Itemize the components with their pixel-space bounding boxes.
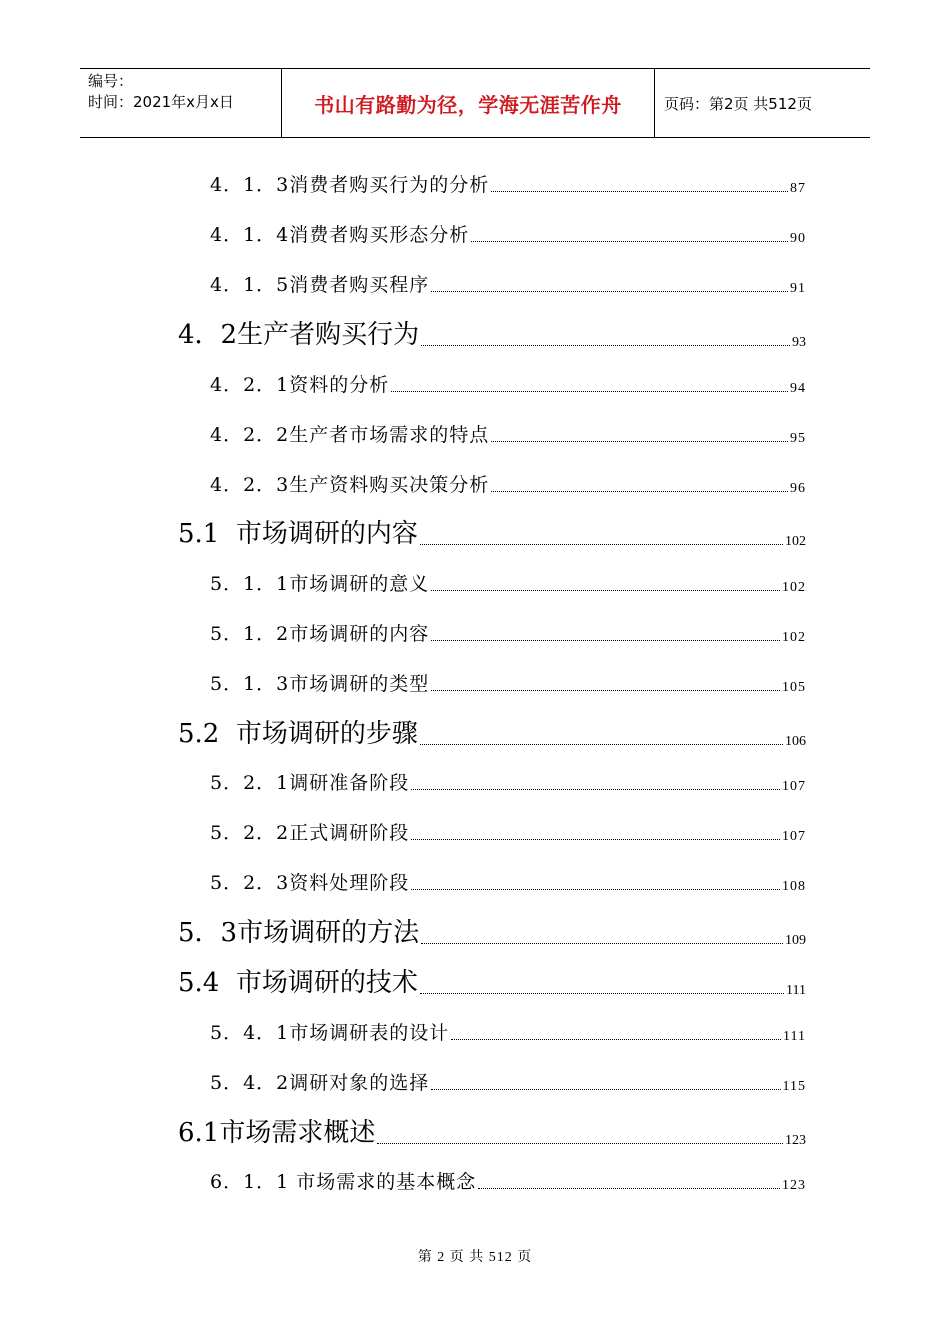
toc-entry-page: 123 (782, 1178, 806, 1193)
toc-entry-page: 93 (792, 335, 806, 350)
toc-entry-title: 5.2 市场调研的步骤 (178, 719, 418, 749)
toc-entry-title: 5．2．1调研准备阶段 (210, 772, 410, 794)
toc-entry[interactable] (210, 868, 806, 895)
toc-entry-title: 5．1．1市场调研的意义 (210, 573, 430, 595)
toc-entry-title: 5．2．2正式调研阶段 (210, 822, 410, 844)
toc-leader-dots (431, 640, 780, 641)
time-label: 时间：2021年x月x日 (88, 93, 234, 111)
toc-entry-page: 111 (786, 983, 806, 998)
toc-leader-dots (420, 993, 784, 994)
toc-entry-title: 4．1．5消费者购买程序 (210, 274, 430, 296)
toc-entry-page: 95 (790, 431, 806, 446)
toc-leader-dots (411, 789, 780, 790)
toc-entry[interactable] (210, 470, 806, 497)
toc-leader-dots (491, 441, 788, 442)
toc-entry-title: 6.1市场需求概述 (178, 1118, 376, 1148)
page-header (80, 68, 870, 138)
toc-entry[interactable] (178, 1112, 806, 1149)
toc-entry-title: 4．2．1资料的分析 (210, 374, 390, 396)
toc-leader-dots (491, 491, 788, 492)
toc-leader-dots (471, 241, 788, 242)
toc-entry-page: 107 (782, 779, 806, 794)
toc-leader-dots (421, 345, 790, 346)
toc-leader-dots (411, 889, 780, 890)
toc-entry-title: 5．1．2市场调研的内容 (210, 623, 430, 645)
toc-entry-page: 123 (785, 1133, 806, 1148)
toc-entry-title: 4．2．3生产资料购买决策分析 (210, 474, 490, 496)
toc-entry-page: 108 (782, 879, 806, 894)
toc-leader-dots (451, 1039, 781, 1040)
toc-entry-title: 4．2．2生产者市场需求的特点 (210, 424, 490, 446)
toc-entry-page: 87 (790, 181, 806, 196)
toc-entry-title: 5.1 市场调研的内容 (178, 519, 418, 549)
toc-entry[interactable] (210, 220, 806, 247)
header-page-info: 页码：第2页 共512页 (664, 94, 812, 113)
toc-leader-dots (421, 943, 783, 944)
toc-entry-page: 109 (785, 933, 806, 948)
toc-leader-dots (420, 744, 783, 745)
toc-entry[interactable] (210, 569, 806, 596)
toc-entry-page: 102 (782, 580, 806, 595)
toc-entry[interactable] (178, 912, 806, 949)
toc-entry-title: 5．1．3市场调研的类型 (210, 673, 430, 695)
toc-entry[interactable] (210, 420, 806, 447)
number-label: 编号： (88, 72, 134, 90)
toc-leader-dots (431, 1089, 780, 1090)
toc-entry[interactable] (210, 1018, 806, 1045)
toc-entry-title: 5．4．2调研对象的选择 (210, 1072, 430, 1094)
toc-leader-dots (420, 544, 783, 545)
header-motto: 书山有路勤为径，学海无涯苦作舟 (314, 92, 622, 117)
toc-entry-title: 5.4 市场调研的技术 (178, 968, 418, 998)
toc-entry[interactable] (210, 669, 806, 696)
toc-entry-page: 102 (782, 630, 806, 645)
toc-entry[interactable] (178, 962, 806, 999)
toc-leader-dots (431, 291, 788, 292)
toc-entry-page: 107 (782, 829, 806, 844)
toc-entry-page: 102 (785, 534, 806, 549)
toc-entry-title: 4．2生产者购买行为 (178, 320, 420, 350)
toc-entry-page: 105 (782, 680, 806, 695)
toc-entry-page: 96 (790, 481, 806, 496)
toc-entry-page: 111 (783, 1029, 806, 1044)
toc-entry-page: 90 (790, 231, 806, 246)
header-meta (88, 71, 234, 113)
toc-entry-title: 6．1．1 市场需求的基本概念 (210, 1171, 477, 1193)
toc-leader-dots (478, 1188, 780, 1189)
toc-entry-title: 4．1．4消费者购买形态分析 (210, 224, 470, 246)
toc-entry[interactable] (210, 1167, 806, 1194)
toc-entry[interactable] (210, 170, 806, 197)
toc-entry-title: 5．2．3资料处理阶段 (210, 872, 410, 894)
toc-leader-dots (491, 191, 788, 192)
header-divider (654, 69, 655, 137)
toc-entry[interactable] (210, 370, 806, 397)
toc-entry[interactable] (178, 713, 806, 750)
toc-entry-page: 94 (790, 381, 806, 396)
toc-entry-title: 5．4．1市场调研表的设计 (210, 1022, 450, 1044)
toc-entry[interactable] (210, 1068, 806, 1095)
toc-leader-dots (431, 590, 780, 591)
toc-entry-page: 91 (790, 281, 806, 296)
toc-entry[interactable] (210, 768, 806, 795)
toc-entry[interactable] (178, 513, 806, 550)
toc-entry-page: 106 (785, 734, 806, 749)
toc-entry-page: 115 (782, 1079, 806, 1094)
toc-entry[interactable] (210, 619, 806, 646)
toc-entry-title: 4．1．3消费者购买行为的分析 (210, 174, 490, 196)
toc-leader-dots (431, 690, 780, 691)
toc-entry[interactable] (210, 270, 806, 297)
toc-leader-dots (391, 391, 788, 392)
toc-entry[interactable] (210, 818, 806, 845)
toc-leader-dots (377, 1143, 783, 1144)
toc-entry-title: 5．3市场调研的方法 (178, 918, 420, 948)
toc-entry[interactable] (178, 314, 806, 351)
toc-leader-dots (411, 839, 780, 840)
page-footer: 第 2 页 共 512 页 (417, 1250, 533, 1265)
